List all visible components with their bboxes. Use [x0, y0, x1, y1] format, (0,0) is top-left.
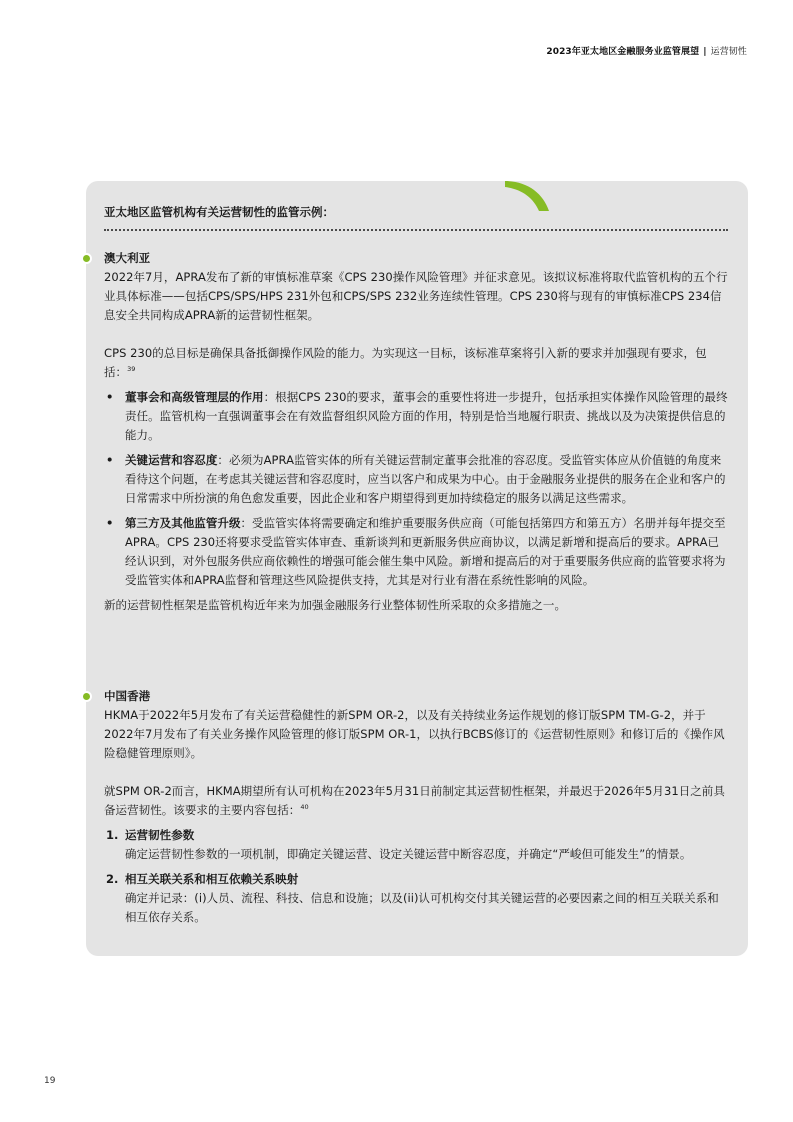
hongkong-numbered-list — [104, 826, 728, 927]
report-title: 2023年亚太地区金融服务业监管展望 — [546, 47, 700, 57]
australia-paragraph-1: 2022年7月，APRA发布了新的审慎标准草案《CPS 230操作风险管理》并征求意见。该拟议标准将取代监管机构的五个行业具体标准——包括CPS/SPS/HPS 231外包和CPS/SPS 232业务连续性管理。CPS 230将与现有的审慎标准CPS 234信息安全共同构成APRA新的运营韧性框架。 — [104, 270, 728, 322]
section-name: 运营韧性 — [710, 47, 747, 57]
australia-marker-icon — [81, 253, 92, 264]
hongkong-paragraph-1: HKMA于2022年5月发布了有关运营稳健性的新SPM OR-2，以及有关持续业务运作规划的修订版SPM TM-G-2，并于2022年7月发布了有关业务操作风险管理的修订版SPM OR-1，以执行BCBS修订的《运营韧性原则》和修订后的《操作风险稳健管理原则》。 — [104, 708, 725, 760]
dotted-divider — [104, 229, 728, 231]
list-item: 2. 相互关联关系和相互依赖关系映射 确定并记录：(i)人员、流程、科技、信息和设施；以及(ii)认可机构交付其关键运营的必要因素之间的相互关联关系和相互依存关系。 — [106, 872, 719, 924]
page-number: 19 — [44, 1076, 56, 1086]
footnote-ref: 39 — [127, 365, 136, 373]
list-item: 1. 运营韧性参数 确定运营韧性参数的一项机制，即确定关键运营、设定关键运营中断容忍度，并确定“严峻但可能发生”的情景。 — [106, 828, 692, 861]
australia-bullet-list — [104, 388, 728, 590]
hongkong-marker-icon — [81, 691, 92, 702]
hongkong-heading: 中国香港 — [104, 689, 151, 703]
australia-paragraph-2: CPS 230的总目标是确保具备抵御操作风险的能力。为实现这一目标，该标准草案将引入新的要求并加强现有要求，包括：$^{39}$ — [104, 346, 707, 379]
list-item: • 关键运营和容忍度：必须为APRA监管实体的所有关键运营制定董事会批准的容忍度。受监管实体应从价值链的角度来看待这个问题，在考虑其关键运营和容忍度时，应当以客户和成果为中心。由于金融服务业提供的服务在企业和客户的日常需求中所扮演的角色愈发重要，因此企业和客户期望得到更加持续稳定的服务以满足这些需求。 — [106, 453, 726, 505]
australia-paragraph-3: 新的运营韧性框架是监管机构近年来为加强金融服务行业整体韧性所采取的众多措施之一。 — [104, 598, 566, 612]
list-item: • 董事会和高级管理层的作用：根据CPS 230的要求，董事会的重要性将进一步提升，包括承担实体操作风险管理的最终责任。监管机构一直强调董事会在有效监督组织风险方面的作用，特别是恰当地履行职责、挑战以及为决策提供信息的能力。 — [106, 390, 728, 442]
panel-title: 亚太地区监管机构有关运营韧性的监管示例： — [104, 205, 334, 219]
header-separator: | — [703, 47, 707, 57]
green-corner-accent-icon — [505, 181, 550, 211]
hongkong-section — [104, 687, 728, 933]
australia-section — [104, 249, 728, 615]
hongkong-paragraph-2: 就SPM OR-2而言，HKMA期望所有认可机构在2023年5月31日前制定其运营韧性框架，并最迟于2026年5月31日之前具备运营韧性。该要求的主要内容包括：$^{40}$ — [104, 784, 725, 817]
footnote-ref: 40 — [300, 803, 309, 811]
running-header — [546, 44, 747, 57]
australia-heading: 澳大利亚 — [104, 251, 151, 265]
list-item: • 第三方及其他监管升级：受监管实体将需要确定和维护重要服务供应商（可能包括第四方和第五方）名册并每年提交至APRA。CPS 230还将要求受监管实体审查、重新谈判和更新服务供应商协议，以满足新增和提高后的要求。APRA已经认识到，对外包服务供应商依赖性的增强可能会催生集中风险。新增和提高后的对于重要服务供应商的监管要求将为受监管实体和APRA监督和管理这些风险提供支持，尤其是对行业有潜在系统性影响的风险。 — [106, 516, 726, 587]
